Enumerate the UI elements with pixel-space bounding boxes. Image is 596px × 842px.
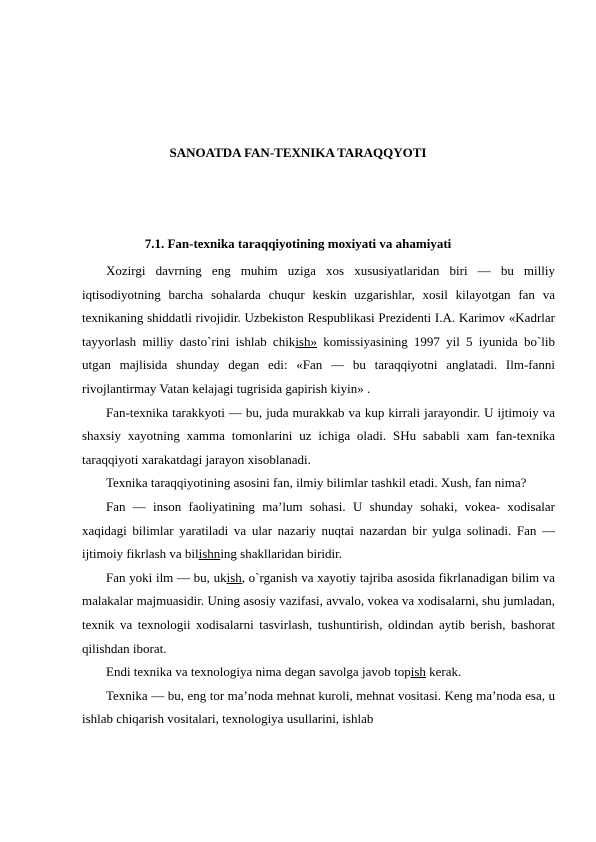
paragraph-text: komissiyasining 1997 yil 5 iyunida bo`lib utgan majlisida shunday degan edi: «Fan — bu taraqqiyotni anglatadi. Ilm-fanni rivojlantirmay Vatan kelajagi tugrisida gapirish kiyin» . <box>82 333 556 396</box>
underlined-text: ish <box>410 664 426 680</box>
paragraph: Fan-texnika tarakkyoti — bu, juda murakkab va kup kirrali jarayondir. U ijtimoiy va shaxsiy xayotning xamma tomonlarini uz ichiga oladi. SHu sababli xam fan-texnika taraqqiyoti xarakatdagi jarayon xisoblanadi. <box>82 404 555 467</box>
document-title: SANOATDA FAN-TEXNIKA TARAQQYOTI <box>169 145 427 160</box>
paragraph <box>82 566 555 660</box>
paragraph-text: ing shakllaridan biridir. <box>220 546 342 562</box>
paragraph-text: , o`rganish va xayotiy tajriba asosida fikrlanadigan bilim va malakalar majmuasidir. Uning asosiy vazifasi, avvalo, vokea va xodisalarni, shu jumladan, texnik va texnologii xodisalarni tasvirlash, tushuntirish, oldindan aytib berish, bashorat qilishdan iborat. <box>82 569 556 656</box>
underlined-text: ishn <box>198 546 221 562</box>
underlined-text: ish <box>226 569 242 585</box>
paragraph-text: Xozirgi davrning eng muhim uziga xos xususiyatlaridan biri — bu milliy iqtisodiyotning barcha sohalarda chuqur keskin uzgarishlar, xosil kilayotgan fan va texnikaning shiddatli rivojidir. Uzbekiston Respublikasi Prezidenti I.A. Karimov «Kadrlar tayyorlash milliy dasto`rini ishlab chik <box>82 263 555 349</box>
paragraph-text: Endi texnika va texnologiya nima degan savolga javob top <box>106 664 411 680</box>
paragraph-text: kerak. <box>425 664 462 680</box>
document-body <box>82 259 555 731</box>
section-heading: 7.1. Fan-texnika taraqqiyotining moxiyati va ahamiyati <box>144 236 452 251</box>
paragraph: Texnika taraqqiyotining asosini fan, ilmiy bilimlar tashkil etadi. Xush, fan nima? <box>106 475 527 491</box>
underlined-text: ish» <box>295 333 317 349</box>
paragraph <box>82 660 555 684</box>
paragraph: Texnika — bu, eng tor ma’noda mehnat kuroli, mehnat vositasi. Keng ma’noda esa, u ishlab chiqarish vositalari, texnologiya usullarini, ishlab <box>82 687 555 727</box>
paragraph-text: Fan — inson faoliyatining ma’lum sohasi. U shunday sohaki, vokea- xodisalar xaqidagi bilimlar yaratiladi va ular nazariy nuqtai nazardan bir yulga solinadi. Fan — ijtimoiy fikrlash va bil <box>82 498 555 562</box>
paragraph <box>82 259 555 401</box>
paragraph <box>82 495 555 566</box>
paragraph-text: Fan yoki ilm — bu, uk <box>106 569 227 585</box>
